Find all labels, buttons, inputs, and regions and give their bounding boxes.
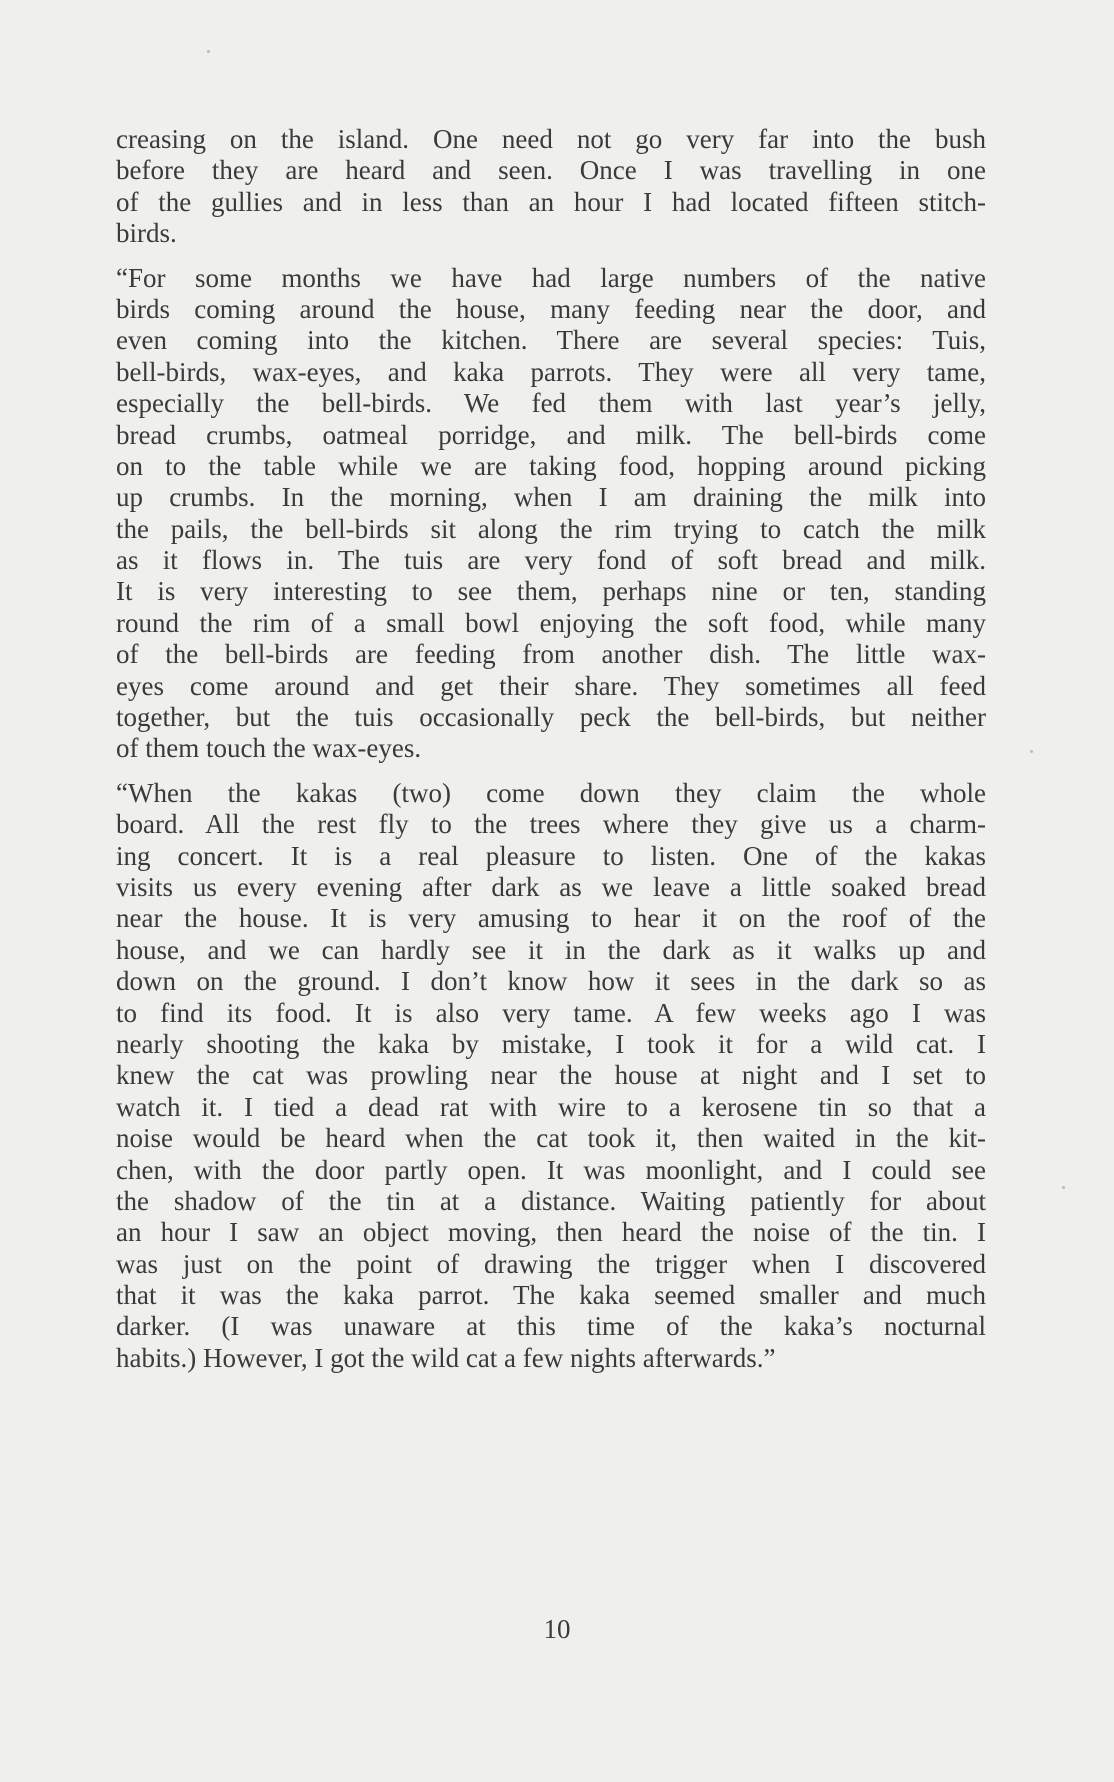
text-line: noise would be heard when the cat took it, then waited in the kit- [116, 1123, 986, 1154]
text-line: bell-birds, wax-eyes, and kaka parrots. They were all very tame, [116, 356, 986, 387]
text-line: of the gullies and in less than an hour I had located fifteen stitch- [116, 186, 986, 217]
text-line: before they are heard and seen. Once I was travelling in one [116, 155, 986, 186]
paper-speck [1062, 1186, 1065, 1189]
text-line: the pails, the bell-birds sit along the rim trying to catch the milk [116, 513, 986, 544]
text-line: nearly shooting the kaka by mistake, I took it for a wild cat. I [116, 1028, 986, 1059]
text-line: as it flows in. The tuis are very fond of soft bread and milk. [116, 545, 986, 576]
paragraph-3 [116, 778, 986, 1374]
text-line: creasing on the island. One need not go very far into the bush [116, 124, 986, 154]
text-line: visits us every evening after dark as we leave a little soaked bread [116, 871, 986, 902]
text-line: was just on the point of drawing the trigger when I discovered [116, 1248, 986, 1279]
text-line: together, but the tuis occasionally peck the bell-birds, but neither [116, 702, 986, 733]
text-line: It is very interesting to see them, perhaps nine or ten, standing [116, 576, 986, 607]
text-line: an hour I saw an object moving, then heard the noise of the tin. I [116, 1217, 986, 1248]
text-line: that it was the kaka parrot. The kaka seemed smaller and much [116, 1280, 986, 1311]
text-line: of them touch the wax-eyes. [116, 733, 422, 764]
text-line: down on the ground. I don’t know how it sees in the dark so as [116, 966, 986, 997]
text-line: board. All the rest fly to the trees where they give us a charm- [116, 809, 986, 840]
text-line: ing concert. It is a real pleasure to listen. One of the kakas [116, 840, 986, 871]
body-text [116, 124, 986, 1374]
text-line: near the house. It is very amusing to hear it on the roof of the [116, 903, 986, 934]
text-line: round the rim of a small bowl enjoying the soft food, while many [116, 607, 986, 638]
paragraph-1 [116, 124, 986, 250]
text-line: of the bell-birds are feeding from another dish. The little wax- [116, 639, 986, 670]
text-line: “When the kakas (two) come down they claim the whole [116, 777, 986, 808]
text-line: knew the cat was prowling near the house at night and I set to [116, 1060, 986, 1091]
text-line: eyes come around and get their share. They sometimes all feed [116, 670, 986, 701]
text-line: “For some months we have had large numbers of the native [116, 262, 986, 293]
text-line: even coming into the kitchen. There are several species: Tuis, [116, 325, 986, 356]
text-line: birds coming around the house, many feeding near the door, and [116, 293, 986, 324]
text-line: the shadow of the tin at a distance. Waiting patiently for about [116, 1185, 986, 1216]
text-line: watch it. I tied a dead rat with wire to a kerosene tin so that a [116, 1091, 986, 1122]
text-line: especially the bell-birds. We fed them with last year’s jelly, [116, 388, 986, 419]
text-line: chen, with the door partly open. It was moonlight, and I could see [116, 1154, 986, 1185]
paragraph-gap [116, 765, 986, 778]
text-line: on to the table while we are taking food, hopping around picking [116, 450, 986, 481]
text-line: darker. (I was unaware at this time of the kaka’s nocturnal [116, 1311, 986, 1342]
paper-speck [207, 50, 210, 53]
text-line: up crumbs. In the morning, when I am draining the milk into [116, 482, 986, 513]
paper-speck [1030, 750, 1033, 753]
page-number: 10 [543, 1614, 571, 1644]
text-line: habits.) However, I got the wild cat a few nights afterwards.” [116, 1342, 776, 1373]
text-line: house, and we can hardly see it in the dark as it walks up and [116, 934, 986, 965]
text-line: to find its food. It is also very tame. A few weeks ago I was [116, 997, 986, 1028]
paragraph-gap [116, 250, 986, 263]
text-line: birds. [116, 218, 177, 249]
paragraph-2 [116, 263, 986, 765]
text-line: bread crumbs, oatmeal porridge, and milk. The bell-birds come [116, 419, 986, 450]
